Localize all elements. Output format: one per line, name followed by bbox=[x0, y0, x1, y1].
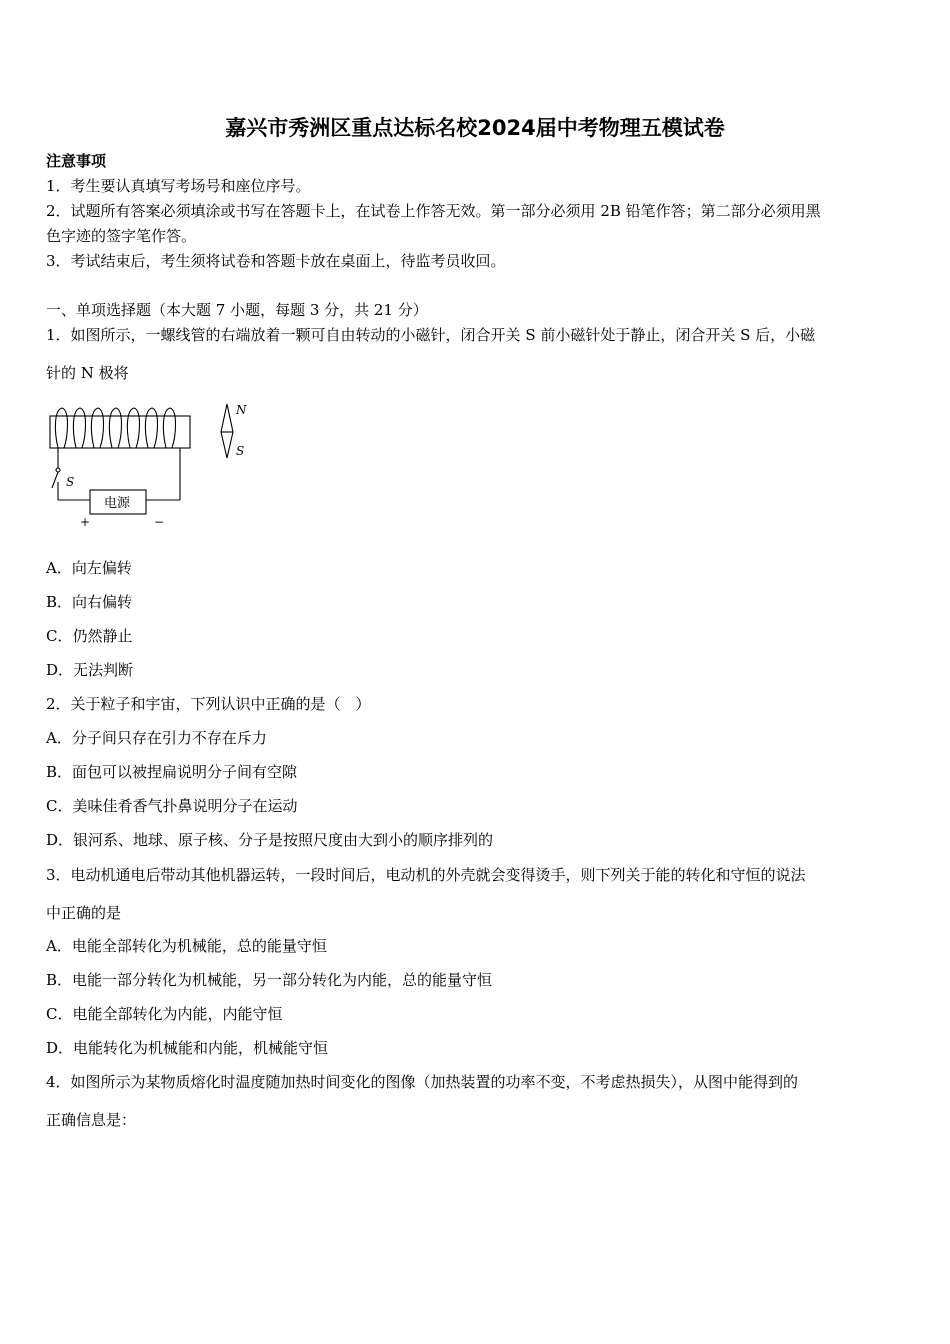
question-3-option-d: D．电能转化为机械能和内能，机械能守恒 bbox=[46, 1039, 329, 1057]
question-1-option-b: B．向右偏转 bbox=[46, 593, 133, 611]
minus-terminal: − bbox=[154, 515, 165, 529]
question-3-stem-cont: 中正确的是 bbox=[46, 904, 122, 922]
section-heading: 一、单项选择题（本大题 7 小题，每题 3 分，共 21 分） bbox=[46, 301, 428, 319]
needle-n-label: N bbox=[236, 403, 247, 417]
needle-s-label: S bbox=[236, 444, 245, 458]
question-3-option-c: C．电能全部转化为内能，内能守恒 bbox=[46, 1005, 283, 1023]
question-1-option-a: A．向左偏转 bbox=[46, 559, 132, 577]
solenoid-core bbox=[50, 416, 190, 448]
switch-blade bbox=[52, 472, 58, 488]
notice-item: 3．考试结束后，考生须将试卷和答题卡放在桌面上，待监考员收回。 bbox=[46, 252, 506, 270]
coil-loop bbox=[55, 408, 67, 448]
notice-item: 1．考生要认真填写考场号和座位序号。 bbox=[46, 177, 311, 195]
question-3-option-b: B．电能一部分转化为机械能，另一部分转化为内能，总的能量守恒 bbox=[46, 971, 493, 989]
question-4-stem-cont: 正确信息是： bbox=[46, 1111, 137, 1129]
notice-item: 色字迹的签字笔作答。 bbox=[46, 227, 197, 245]
question-1-stem: 1．如图所示，一螺线管的右端放着一颗可自由转动的小磁针，闭合开关 S 前小磁针处于静止，闭合开关 S 后，小磁 bbox=[46, 326, 816, 344]
power-label: 电源 bbox=[104, 496, 131, 511]
question-3-option-a: A．电能全部转化为机械能，总的能量守恒 bbox=[46, 937, 327, 955]
coil-loop bbox=[163, 408, 175, 448]
question-1-option-d: D．无法判断 bbox=[46, 661, 134, 679]
coil-loop bbox=[73, 408, 85, 448]
switch-label: S bbox=[66, 475, 75, 489]
question-3-stem: 3．电动机通电后带动其他机器运转，一段时间后，电动机的外壳就会变得烫手，则下列关于能的转化和守恒的说法 bbox=[46, 866, 806, 884]
coil-loop bbox=[109, 408, 121, 448]
question-2-option-b: B．面包可以被捏扁说明分子间有空隙 bbox=[46, 763, 298, 781]
question-2-option-a: A．分子间只存在引力不存在斥力 bbox=[46, 729, 267, 747]
question-2-option-c: C．美味佳肴香气扑鼻说明分子在运动 bbox=[46, 797, 298, 815]
coil-loop bbox=[127, 408, 139, 448]
notice-heading: 注意事项 bbox=[46, 152, 107, 170]
coil-loop bbox=[91, 408, 103, 448]
compass-needle bbox=[221, 404, 233, 458]
plus-terminal: + bbox=[80, 515, 91, 529]
question-1-stem-cont: 针的 N 极将 bbox=[46, 364, 129, 382]
question-2-stem: 2．关于粒子和宇宙，下列认识中正确的是（ ） bbox=[46, 695, 371, 713]
question-4-stem: 4．如图所示为某物质熔化时温度随加热时间变化的图像（加热装置的功率不变，不考虑热损失），从图中能得到的 bbox=[46, 1073, 799, 1091]
coil-loop bbox=[145, 408, 157, 448]
notice-item: 2．试题所有答案必须填涂或书写在答题卡上，在试卷上作答无效。第一部分必须用 2B 铅笔作答；第二部分必须用黑 bbox=[46, 202, 821, 220]
question-1-option-c: C．仍然静止 bbox=[46, 627, 133, 645]
exam-title: 嘉兴市秀洲区重点达标名校2024届中考物理五模试卷 bbox=[225, 116, 725, 140]
question-2-option-d: D．银河系、地球、原子核、分子是按照尺度由大到小的顺序排列的 bbox=[46, 831, 494, 849]
solenoid-circuit-diagram bbox=[40, 396, 270, 536]
